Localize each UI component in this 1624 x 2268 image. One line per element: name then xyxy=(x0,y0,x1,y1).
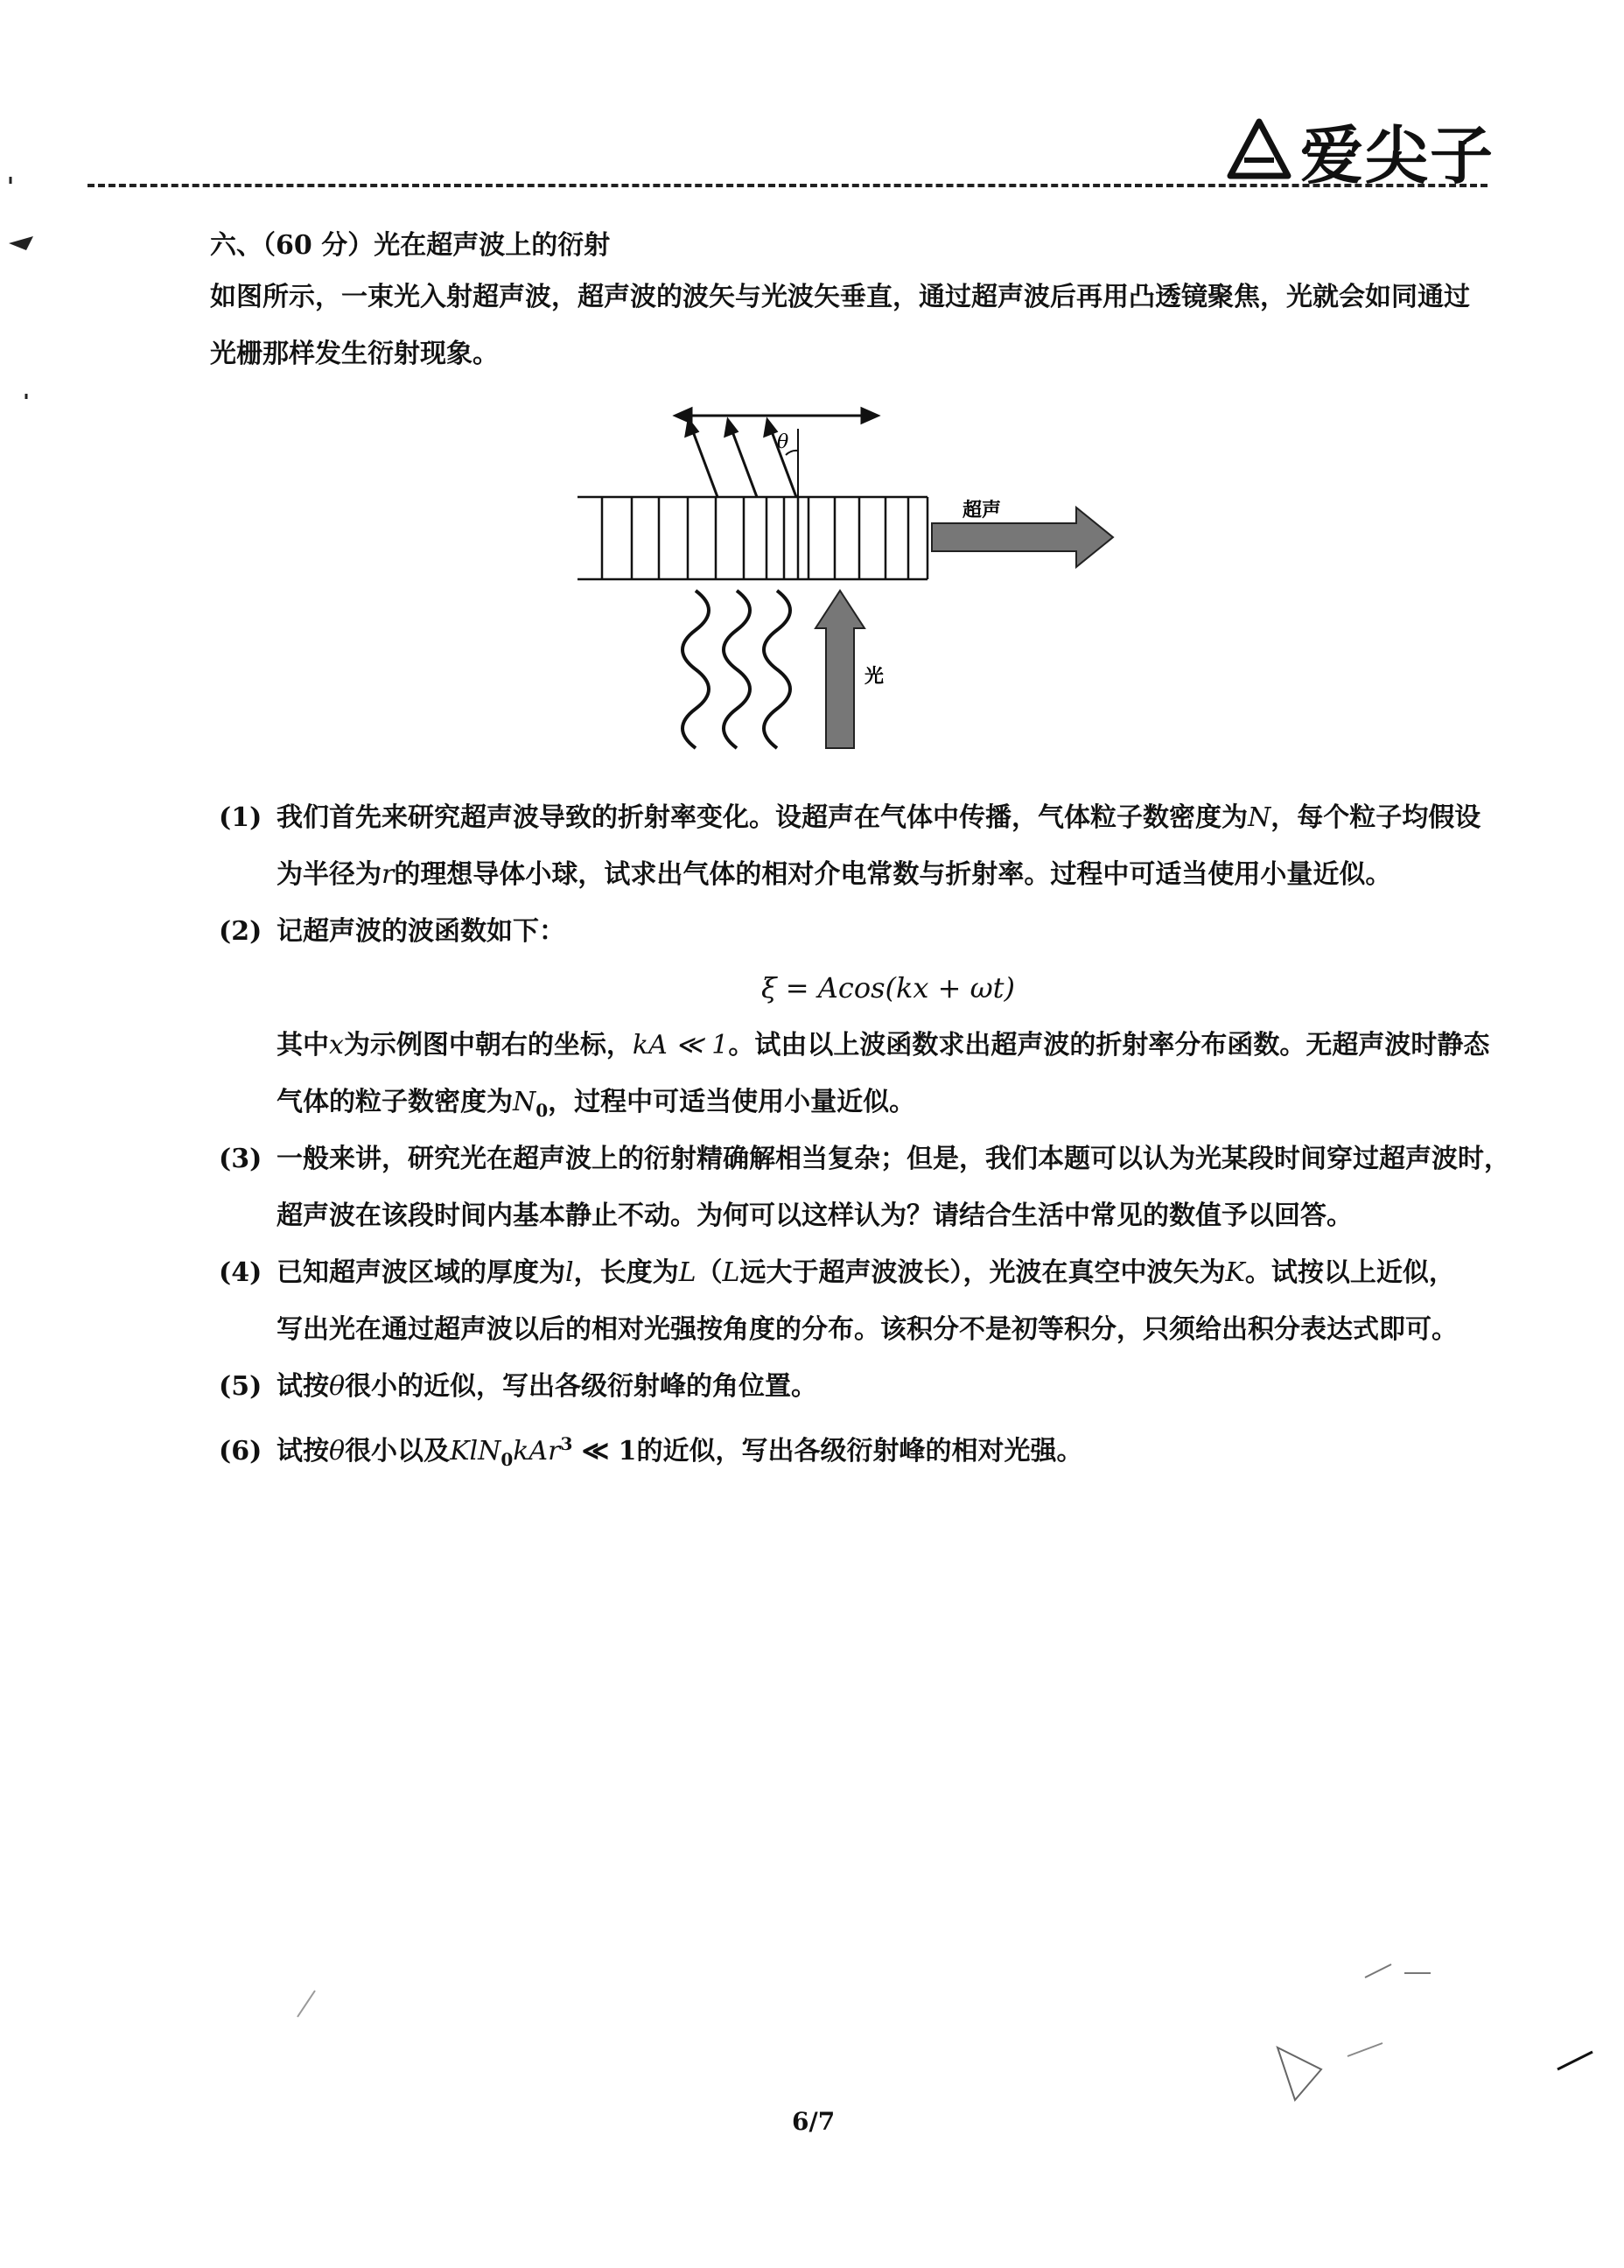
part-number: (5) xyxy=(219,1371,262,1402)
ultrasound-arrow xyxy=(932,508,1113,567)
part-3-line-2: 超声波在该段时间内基本静止不动。为何可以这样认为？请结合生活中常见的数值予以回答。 xyxy=(276,1200,1353,1231)
part-1-line-2: 为半径为r的理想导体小球，试求出气体的相对介电常数与折射率。过程中可适当使用小量近似。 xyxy=(276,859,1392,890)
intro-line-2: 光栅那样发生衍射现象。 xyxy=(210,339,499,369)
part-number: (3) xyxy=(219,1144,262,1174)
ultrasound-medium xyxy=(578,497,928,579)
double-arrow xyxy=(676,409,878,423)
part-number: (2) xyxy=(219,916,262,947)
intro-line-1: 如图所示，一束光入射超声波，超声波的波矢与光波矢垂直，通过超声波后再用凸透镜聚焦，光就会如同通过 xyxy=(210,282,1470,312)
logo-text: 爱尖子 xyxy=(1300,119,1495,192)
header-divider xyxy=(88,184,1488,187)
light-label: 光 xyxy=(864,666,885,688)
wave-function-formula: ξ = Acos(kx + ωt) xyxy=(761,971,1016,1004)
theta-label: θ xyxy=(777,431,789,453)
part-5: (5) 试按θ很小的近似，写出各级衍射峰的角位置。 xyxy=(219,1369,817,1404)
scan-marks-right xyxy=(1242,1925,1610,2152)
part-6: (6) 试按θ很小以及KlN$_0$kAr$^3$ ≪ 1的近似，写出各级衍射峰的相对光强。 xyxy=(219,1433,1083,1470)
part-number: (4) xyxy=(219,1257,262,1288)
scan-marks-left xyxy=(0,166,52,429)
figure-svg xyxy=(578,394,1138,770)
incident-light-waves xyxy=(682,591,790,748)
logo xyxy=(1225,105,1494,196)
page-number: 6/7 xyxy=(792,2107,836,2136)
ultrasound-label: 超声 xyxy=(962,500,1002,522)
part-3: (3) 一般来讲，研究光在超声波上的衍射精确解相当复杂；但是，我们本题可以认为光某段时间穿过超声波时， xyxy=(219,1142,1510,1177)
light-arrow xyxy=(816,591,864,748)
part-number: (6) xyxy=(219,1436,262,1466)
part-number: (1) xyxy=(219,802,262,833)
part-1: (1) 我们首先来研究超声波导致的折射率变化。设超声在气体中传播，气体粒子数密度为N，每个粒子均假设 xyxy=(219,801,1480,836)
part-2: (2) 记超声波的波函数如下： xyxy=(219,914,565,949)
diffraction-figure xyxy=(578,394,1138,770)
triangle-logo-icon xyxy=(1225,116,1293,185)
question-title: 六、（60 分）光在超声波上的衍射 xyxy=(210,230,611,261)
part-4: (4) 已知超声波区域的厚度为l，长度为L（L远大于超声波波长），光波在真空中波矢为K。试按以上近似， xyxy=(219,1256,1455,1291)
part-2-line-3: 气体的粒子数密度为$N_0$，过程中可适当使用小量近似。 xyxy=(276,1087,916,1121)
part-2-line-2: 其中x为示例图中朝右的坐标，kA ≪ 1。试由以上波函数求出超声波的折射率分布函数。无超声波时静态 xyxy=(276,1030,1490,1060)
part-4-line-2: 写出光在通过超声波以后的相对光强按角度的分布。该积分不是初等积分，只须给出积分表达式即可。 xyxy=(276,1314,1458,1345)
scan-mark-small xyxy=(289,1973,341,2026)
